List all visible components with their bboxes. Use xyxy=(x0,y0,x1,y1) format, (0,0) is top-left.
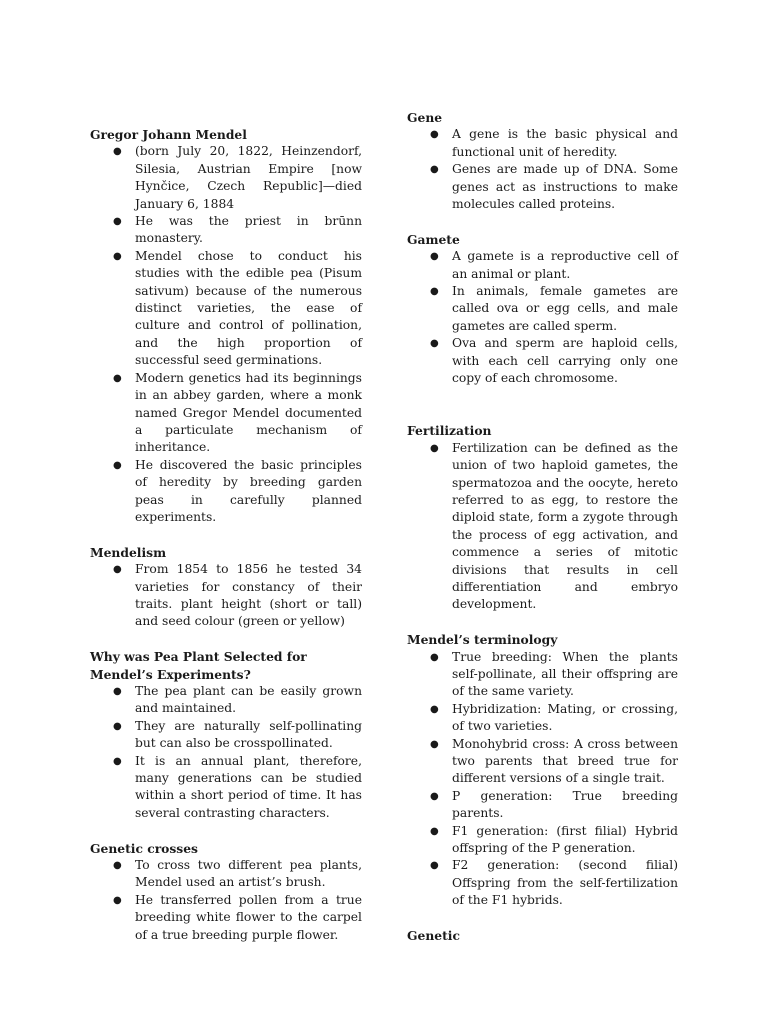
bullet-icon: ● xyxy=(430,251,439,263)
bullet-icon: ● xyxy=(430,703,439,715)
right-column xyxy=(407,109,678,962)
list-item: ● P generation: True breeding parents. xyxy=(430,788,678,821)
bullet-icon: ● xyxy=(430,790,439,802)
list-item: ● F2 generation: (second filial) Offspring from the self-fertilization of the F1 hybrids. xyxy=(430,858,678,908)
list-item: ● To cross two different pea plants, Mendel used an artist’s brush. xyxy=(113,858,362,890)
bullet-icon: ● xyxy=(113,146,122,158)
section-heading: Mendelism xyxy=(90,544,167,560)
bullet-list xyxy=(90,561,362,631)
list-item: ● (born July 20, 1822, Heinzendorf, Silesia, Austrian Empire [now Hynčice, Czech Republic]—died January 6, 1884 xyxy=(113,144,362,211)
list-item: ● The pea plant can be easily grown and maintained. xyxy=(113,683,362,716)
section-heading: Genetic crosses xyxy=(90,840,198,856)
section-heading: Genetic xyxy=(407,928,460,944)
bullet-icon: ● xyxy=(113,894,122,906)
bullet-icon: ● xyxy=(430,129,439,141)
bullet-list xyxy=(90,857,362,944)
bullet-icon: ● xyxy=(113,720,122,732)
section-gregor-mendel xyxy=(90,126,362,526)
bullet-list xyxy=(90,683,362,822)
section-gamete xyxy=(407,231,678,388)
list-item: ● They are naturally self-pollinating but can also be crosspollinated. xyxy=(113,718,362,751)
bullet-icon: ● xyxy=(113,459,122,471)
bullet-icon: ● xyxy=(430,442,439,454)
bullet-list xyxy=(90,143,362,526)
section-mendelism xyxy=(90,544,362,631)
bullet-icon: ● xyxy=(113,564,122,576)
section-genetic-crosses xyxy=(90,840,362,944)
bullet-icon: ● xyxy=(113,250,122,262)
section-mendels-terminology xyxy=(407,631,678,910)
bullet-icon: ● xyxy=(430,825,439,837)
bullet-icon: ● xyxy=(113,216,122,228)
bullet-icon: ● xyxy=(113,372,122,384)
bullet-icon: ● xyxy=(430,651,439,663)
section-heading: Gene xyxy=(407,110,443,125)
list-item: ● F1 generation: (first filial) Hybrid offspring of the P generation. xyxy=(430,823,678,856)
section-heading: Mendel’s terminology xyxy=(407,632,558,648)
bullet-list xyxy=(407,440,678,614)
list-item: ● Genes are made up of DNA. Some genes act as instructions to make molecules called proteins. xyxy=(430,162,678,212)
list-item: ● Modern genetics had its beginnings in an abbey garden, where a monk named Gregor Mendel documented a particulate mechanism of inheritance. xyxy=(113,370,362,455)
bullet-icon: ● xyxy=(113,685,122,697)
section-genetic xyxy=(407,927,678,944)
list-item: ● In animals, female gametes are called ova or egg cells, and male gametes are called sperm. xyxy=(430,284,678,333)
bullet-icon: ● xyxy=(430,164,439,176)
list-item: ● He transferred pollen from a true breeding white flower to the carpel of a true breeding purple flower. xyxy=(113,892,362,942)
section-heading: Fertilization xyxy=(407,423,492,439)
left-column xyxy=(90,126,362,961)
section-gene xyxy=(407,109,678,213)
list-item: ● Ova and sperm are haploid cells, with each cell carrying only one copy of each chromosome. xyxy=(430,336,678,386)
section-heading: Why was Pea Plant Selected for Mendel’s Experiments? xyxy=(90,649,307,682)
section-fertilization xyxy=(407,422,678,613)
list-item: ● Fertilization can be defined as the union of two haploid gametes, the spermatozoa and the oocyte, hereto referred to as egg, to restore the diploid state, form a zygote through the process of egg activation, and commence a series of mitotic divisions that results in cell differentiation and embryo development. xyxy=(430,440,678,612)
bullet-list xyxy=(407,248,678,387)
list-item: ● True breeding: When the plants self-pollinate, all their offspring are of the same variety. xyxy=(430,649,678,699)
bullet-list xyxy=(407,649,678,910)
section-heading: Gamete xyxy=(407,231,460,247)
bullet-icon: ● xyxy=(430,738,439,750)
bullet-icon: ● xyxy=(430,286,439,298)
list-item: ● He discovered the basic principles of heredity by breeding garden peas in carefully planned experiments. xyxy=(113,457,362,524)
list-item: ● Hybridization: Mating, or crossing, of two varieties. xyxy=(430,701,678,734)
bullet-icon: ● xyxy=(430,860,439,872)
list-item: ● He was the priest in brūnn monastery. xyxy=(113,214,362,246)
section-heading: Gregor Johann Mendel xyxy=(90,127,247,142)
bullet-icon: ● xyxy=(113,755,122,767)
list-item: ● It is an annual plant, therefore, many generations can be studied within a short period of time. It has several contrasting characters. xyxy=(113,753,362,820)
bullet-icon: ● xyxy=(113,860,122,872)
list-item: ● From 1854 to 1856 he tested 34 varieties for constancy of their traits. plant height (short or tall) and seed colour (green or yellow) xyxy=(113,562,362,629)
list-item: ● A gene is the basic physical and functional unit of heredity. xyxy=(430,127,678,159)
bullet-list xyxy=(407,126,678,213)
list-item: ● Mendel chose to conduct his studies with the edible pea (Pisum sativum) because of the numerous distinct varieties, the ease of culture and control of pollination, and the high proportion of successful seed germinations. xyxy=(113,248,362,368)
list-item: ● Monohybrid cross: A cross between two parents that breed true for different versions of a single trait. xyxy=(430,736,678,786)
section-why-pea-plant xyxy=(90,648,362,822)
list-item: ● A gamete is a reproductive cell of an animal or plant. xyxy=(430,249,678,281)
bullet-icon: ● xyxy=(430,338,439,350)
